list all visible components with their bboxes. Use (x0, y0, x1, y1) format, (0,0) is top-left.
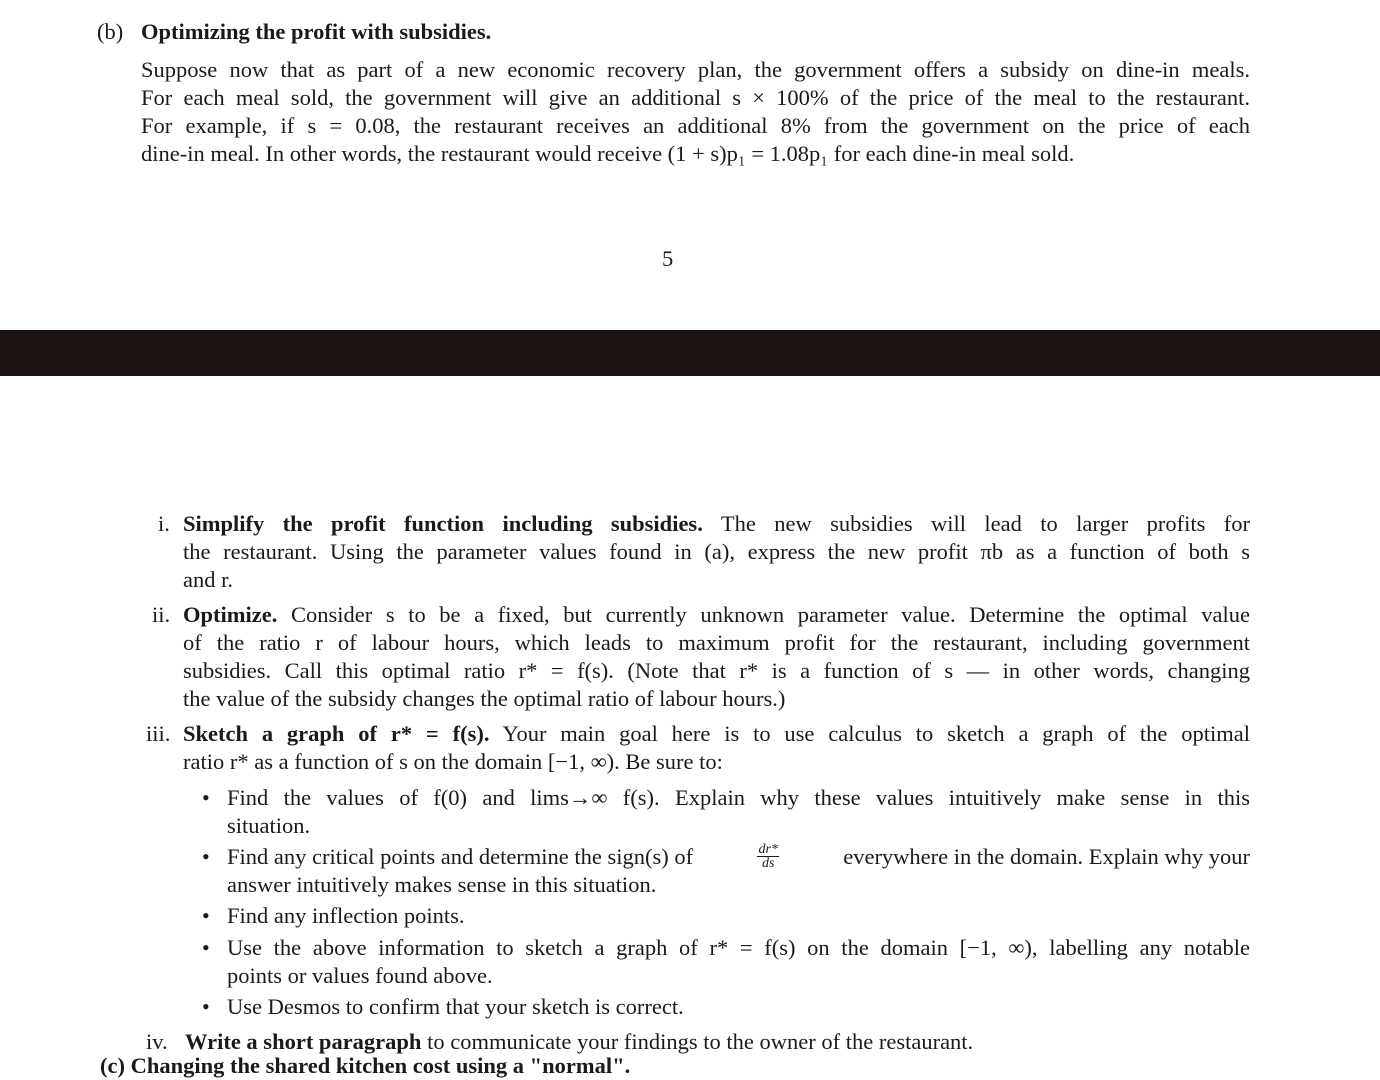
item-iii-line-2: ratio r* as a function of s on the domain [−1, ∞). Be sure to: (183, 749, 723, 774)
item-ii-line-4: the value of the subsidy changes the optimal ratio of labour hours.) (183, 686, 786, 711)
section-label: (b) (97, 19, 124, 44)
item-ii-line-3: subsidies. Call this optimal ratio r* = f(s). (Note that r* is a function of s — in other words, changing (183, 658, 1250, 683)
bullet-5-line-1: Use Desmos to confirm that your sketch is correct. (227, 994, 684, 1019)
bullet-dot-5: • (202, 994, 210, 1019)
intro-line-1: Suppose now that as part of a new economic recovery plan, the government offers a subsidy on dine-in meals. (141, 57, 1250, 82)
item-i-label: i. (158, 511, 170, 536)
item-ii-label: ii. (152, 602, 171, 627)
intro-line-2: For each meal sold, the government will give an additional s × 100% of the price of the meal to the restaurant. (141, 85, 1250, 110)
item-i-title: Simplify the profit function including subsidies. (183, 511, 703, 536)
bullet-4-line-1: Use the above information to sketch a graph of r* = f(s) on the domain [−1, ∞), labelling any notable (227, 935, 1250, 960)
item-i-line-3: and r. (183, 567, 233, 592)
intro-line-3: For example, if s = 0.08, the restaurant receives an additional 8% from the government on the price of each (141, 113, 1250, 138)
item-i-line-2: the restaurant. Using the parameter values found in (a), express the new profit πb as a function of both s (183, 539, 1250, 564)
fraction-numerator: dr* (758, 842, 778, 858)
item-iv-line-1-rest: to communicate your findings to the owner of the restaurant. (421, 1029, 974, 1054)
intro-line-4: dine-in meal. In other words, the restaurant would receive (1 + s)p₁ = 1.08p₁ for each dine-in meal sold. (141, 141, 1075, 166)
derivative-fraction (757, 843, 778, 870)
item-i-line-1-rest: The new subsidies will lead to larger profits for (702, 511, 1251, 536)
item-i-line-1 (183, 510, 1250, 538)
item-ii-line-2: of the ratio r of labour hours, which leads to maximum profit for the restaurant, including government (183, 630, 1250, 655)
next-section-text: (c) Changing the shared kitchen cost using a "normal". (100, 1053, 631, 1078)
bullet-dot-3: • (202, 903, 210, 928)
item-ii-line-1 (183, 601, 1250, 629)
item-iii-line-1-rest: Your main goal here is to use calculus to sketch a graph of the optimal (489, 721, 1250, 746)
bullet-2-line-1 (227, 843, 1250, 871)
bullet-2-post: everywhere in the domain. Explain why your (843, 844, 1250, 869)
item-iii-label: iii. (146, 721, 171, 746)
section-title: Optimizing the profit with subsidies. (141, 19, 492, 44)
item-ii-line-1-rest: Consider s to be a fixed, but currently unknown parameter value. Determine the optimal value (277, 602, 1250, 627)
next-section-cutoff (100, 1053, 800, 1080)
bullet-1-line-2: situation. (227, 813, 311, 838)
page-divider-bar (0, 330, 1380, 376)
item-iii-line-1 (183, 720, 1250, 748)
bullet-2-pre: Find any critical points and determine the sign(s) of (227, 844, 694, 869)
item-iv-label: iv. (146, 1029, 168, 1054)
item-iv-title: Write a short paragraph (185, 1029, 422, 1054)
bullet-2-line-2: answer intuitively makes sense in this situation. (227, 872, 657, 897)
bullet-1-line-1: Find the values of f(0) and lims→∞ f(s). Explain why these values intuitively make sense in this (227, 785, 1250, 810)
page-number: 5 (662, 246, 674, 271)
bullet-dot-2: • (202, 844, 210, 869)
item-ii-title: Optimize. (183, 602, 278, 627)
bullet-dot-1: • (202, 785, 210, 810)
item-iii-title: Sketch a graph of r* = f(s). (183, 721, 490, 746)
bullet-dot-4: • (202, 935, 210, 960)
bullet-4-line-2: points or values found above. (227, 963, 493, 988)
bullet-3-line-1: Find any inflection points. (227, 903, 465, 928)
fraction-denominator: ds (761, 856, 775, 872)
